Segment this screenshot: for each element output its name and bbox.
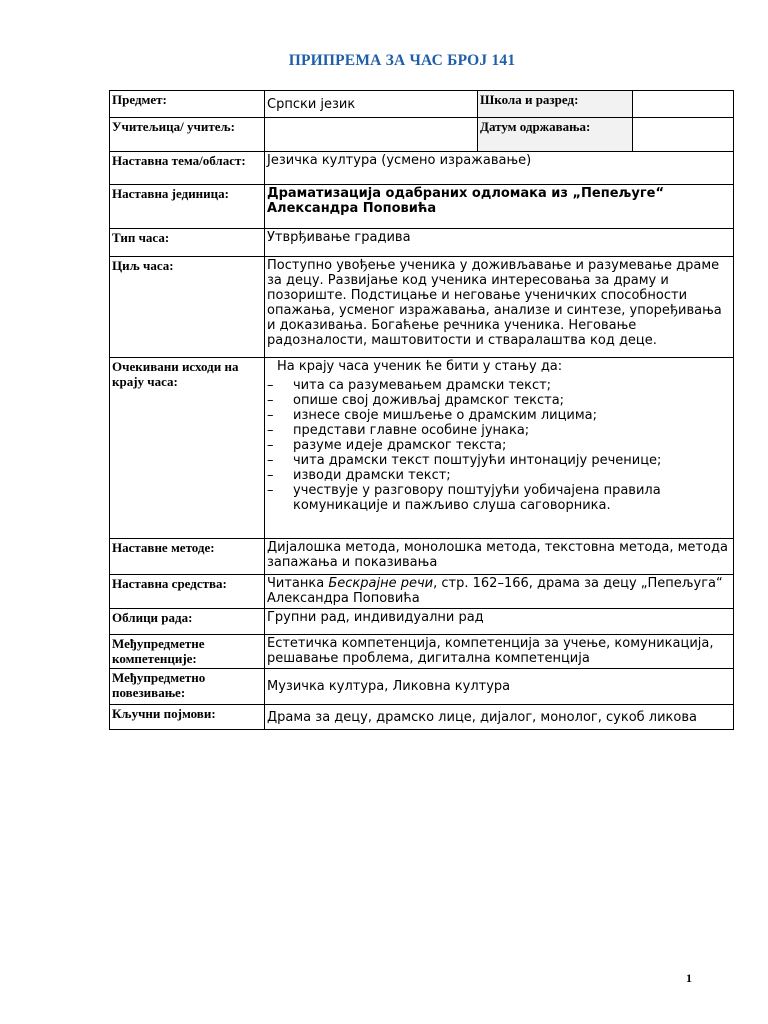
keywords-label: Кључни појмови: [110, 705, 265, 730]
row-type [110, 229, 734, 257]
teacher-value [265, 118, 478, 152]
outcome-text: чита са разумевањем драмски текст; [293, 378, 552, 393]
outcome-text: представи главне особине јунака; [293, 423, 530, 438]
resources-book-title: Бескрајне речи [328, 576, 434, 591]
list-item [267, 423, 731, 438]
row-competences [110, 635, 734, 669]
row-goal [110, 257, 734, 358]
date-label: Датум одржавања: [478, 118, 633, 152]
list-item [267, 393, 731, 408]
outcome-text: разуме идеје драмског текста; [293, 438, 507, 453]
dash-marker: – [267, 483, 274, 498]
type-value: Утврђивање градива [265, 229, 734, 257]
lesson-plan-table [109, 90, 734, 730]
keywords-value: Драма за децу, драмско лице, дијалог, монолог, сукоб ликова [265, 705, 734, 730]
topic-label: Наставна тема/област: [110, 152, 265, 185]
outcome-text: учествује у разговору поштујући уобичајена правила комуникације и пажљиво слуша саговорника. [293, 483, 661, 513]
row-subject [110, 91, 734, 118]
dash-marker: – [267, 408, 274, 423]
dash-marker: – [267, 423, 274, 438]
row-teacher [110, 118, 734, 152]
row-topic [110, 152, 734, 185]
row-keywords [110, 705, 734, 730]
resources-suffix: , стр. 162–166, драма за децу „Пепељуга“ Александра Поповића [267, 576, 723, 606]
forms-value: Групни рад, индивидуални рад [265, 609, 734, 635]
list-item [267, 438, 731, 453]
teacher-label: Учитељица/ учитељ: [110, 118, 265, 152]
goal-value: Поступно увођење ученика у доживљавање и разумевање драме за децу. Развијање код ученика интересовања за драму и позориште. Подстицање и неговање ученичких способности опажања, усменог изражавања, анализе и синтезе, упоређивања и доказивања. Богаћење речника ученика. Неговање радозналости, маштовитости и стваралаштва код деце. [265, 257, 734, 358]
dash-marker: – [267, 468, 274, 483]
outcome-text: изводи драмски текст; [293, 468, 451, 483]
school-value [633, 91, 734, 118]
row-resources [110, 575, 734, 609]
list-item [267, 483, 731, 513]
forms-label: Облици рада: [110, 609, 265, 635]
list-item [267, 453, 731, 468]
row-outcomes [110, 358, 734, 539]
competences-value: Естетичка компетенција, компетенција за учење, комуникација, решавање проблема, дигитална компетенција [265, 635, 734, 669]
outcome-text: опише свој доживљај драмског текста; [293, 393, 565, 408]
unit-value: Драматизација одабраних одломака из „Пепељуге“ Александра Поповића [265, 185, 734, 229]
correlation-value: Музичка култура, Ликовна култура [265, 669, 734, 705]
correlation-label: Међупредметно повезивање: [110, 669, 265, 705]
topic-value: Језичка култура (усмено изражавање) [265, 152, 734, 185]
competences-label: Међупредметне компетенције: [110, 635, 265, 669]
outcomes-intro: На крају часа ученик ће бити у стању да: [277, 359, 563, 374]
unit-label: Наставна јединица: [110, 185, 265, 229]
row-forms [110, 609, 734, 635]
list-item [267, 468, 731, 483]
page-number: 1 [686, 971, 692, 985]
list-item [267, 378, 731, 393]
school-label: Школа и разред: [478, 91, 633, 118]
date-value [633, 118, 734, 152]
resources-value [265, 575, 734, 609]
subject-value: Српски језик [265, 91, 478, 118]
dash-marker: – [267, 438, 274, 453]
resources-label: Наставна средства: [110, 575, 265, 609]
outcomes-value [265, 358, 734, 539]
row-correlation [110, 669, 734, 705]
outcome-text: изнесе своје мишљење о драмским лицима; [293, 408, 598, 423]
list-item [267, 408, 731, 423]
methods-value: Дијалошка метода, монолошка метода, текстовна метода, метода запажања и показивања [265, 539, 734, 575]
methods-label: Наставне методе: [110, 539, 265, 575]
page-title: ПРИПРЕМА ЗА ЧАС БРОЈ 141 [288, 52, 516, 69]
dash-marker: – [267, 378, 274, 393]
outcome-text: чита драмски текст поштујући интонацију реченице; [293, 453, 662, 468]
type-label: Тип часа: [110, 229, 265, 257]
dash-marker: – [267, 393, 274, 408]
outcomes-list [267, 378, 731, 513]
row-methods [110, 539, 734, 575]
outcomes-label: Очекивани исходи на крају часа: [110, 358, 265, 539]
resources-prefix: Читанка [267, 576, 329, 591]
row-unit [110, 185, 734, 229]
dash-marker: – [267, 453, 274, 468]
subject-label: Предмет: [110, 91, 265, 118]
goal-label: Циљ часа: [110, 257, 265, 358]
